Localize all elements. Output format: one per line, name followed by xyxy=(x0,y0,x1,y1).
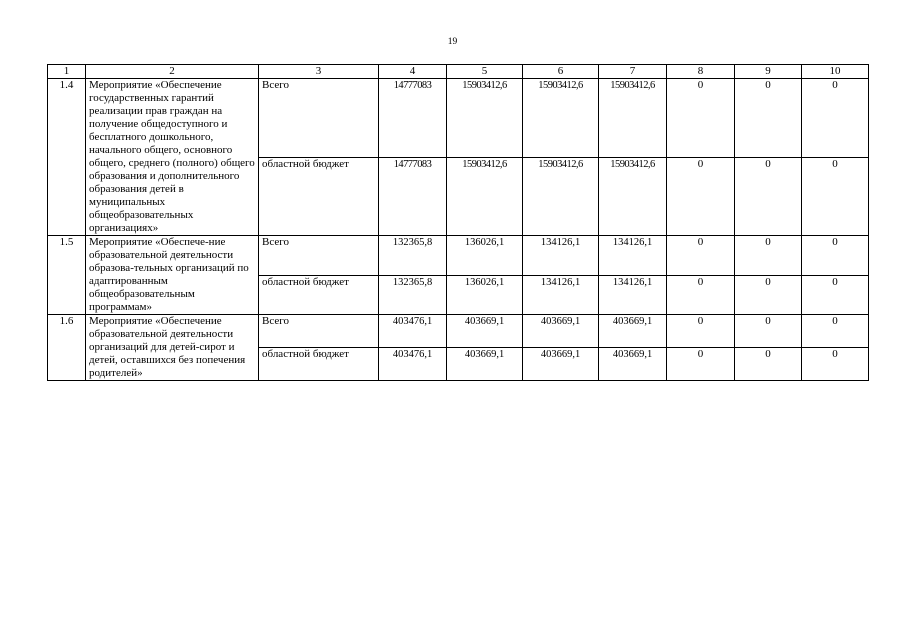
value-cell: 403476,1 xyxy=(379,315,447,348)
value-cell: 132365,8 xyxy=(379,275,447,315)
value-cell: 0 xyxy=(667,236,735,276)
value-cell: 134126,1 xyxy=(599,236,667,276)
table-row xyxy=(48,79,869,158)
value-cell: 0 xyxy=(802,315,869,348)
funding-source: Всего xyxy=(259,236,379,276)
header-cell: 7 xyxy=(599,65,667,79)
header-cell: 10 xyxy=(802,65,869,79)
value-cell: 403669,1 xyxy=(599,348,667,381)
activity-name: Мероприятие «Обеспече-ние образовательной деятельности образова-тельных организаций по адаптированным общеобразовательным программам» xyxy=(86,236,259,315)
value-cell: 15903412,6 xyxy=(523,157,599,236)
activity-name: Мероприятие «Обеспечение государственных гарантий реализации прав граждан на получение общедоступного и бесплатного дошкольного, начального общего, основного общего, среднего (полного) общего образования и дополнительного образования детей в муниципальных общеобразовательных организациях» xyxy=(86,79,259,236)
value-cell: 15903412,6 xyxy=(599,79,667,158)
value-cell: 403669,1 xyxy=(523,348,599,381)
value-cell: 136026,1 xyxy=(447,236,523,276)
value-cell: 132365,8 xyxy=(379,236,447,276)
value-cell: 134126,1 xyxy=(599,275,667,315)
value-cell: 0 xyxy=(735,157,802,236)
budget-table xyxy=(47,64,869,381)
value-cell: 0 xyxy=(802,236,869,276)
value-cell: 0 xyxy=(802,275,869,315)
value-cell: 0 xyxy=(802,157,869,236)
value-cell: 403669,1 xyxy=(447,315,523,348)
value-cell: 0 xyxy=(735,315,802,348)
table-row xyxy=(48,236,869,276)
value-cell: 15903412,6 xyxy=(523,79,599,158)
value-cell: 0 xyxy=(667,157,735,236)
row-number: 1.4 xyxy=(48,79,86,236)
row-number: 1.5 xyxy=(48,236,86,315)
header-cell: 2 xyxy=(86,65,259,79)
value-cell: 0 xyxy=(735,236,802,276)
header-row xyxy=(48,65,869,79)
header-cell: 1 xyxy=(48,65,86,79)
value-cell: 136026,1 xyxy=(447,275,523,315)
value-cell: 0 xyxy=(735,275,802,315)
value-cell: 15903412,6 xyxy=(447,79,523,158)
header-cell: 5 xyxy=(447,65,523,79)
value-cell: 0 xyxy=(667,275,735,315)
value-cell: 403669,1 xyxy=(599,315,667,348)
activity-name: Мероприятие «Обеспечение образовательной деятельности организаций для детей-сирот и детей, оставшихся без попечения родителей» xyxy=(86,315,259,381)
value-cell: 14777083 xyxy=(379,157,447,236)
page-number: 19 xyxy=(447,37,458,47)
header-cell: 3 xyxy=(259,65,379,79)
header-cell: 9 xyxy=(735,65,802,79)
value-cell: 0 xyxy=(667,348,735,381)
funding-source: Всего xyxy=(259,315,379,348)
funding-source: областной бюджет xyxy=(259,348,379,381)
value-cell: 0 xyxy=(735,79,802,158)
funding-source: областной бюджет xyxy=(259,275,379,315)
value-cell: 403669,1 xyxy=(447,348,523,381)
value-cell: 14777083 xyxy=(379,79,447,158)
funding-source: Всего xyxy=(259,79,379,158)
value-cell: 403476,1 xyxy=(379,348,447,381)
value-cell: 403669,1 xyxy=(523,315,599,348)
funding-source: областной бюджет xyxy=(259,157,379,236)
value-cell: 0 xyxy=(802,348,869,381)
value-cell: 134126,1 xyxy=(523,275,599,315)
value-cell: 0 xyxy=(667,79,735,158)
value-cell: 15903412,6 xyxy=(447,157,523,236)
header-cell: 8 xyxy=(667,65,735,79)
header-cell: 4 xyxy=(379,65,447,79)
row-number: 1.6 xyxy=(48,315,86,381)
value-cell: 0 xyxy=(802,79,869,158)
value-cell: 134126,1 xyxy=(523,236,599,276)
value-cell: 0 xyxy=(735,348,802,381)
value-cell: 0 xyxy=(667,315,735,348)
value-cell: 15903412,6 xyxy=(599,157,667,236)
header-cell: 6 xyxy=(523,65,599,79)
table-row xyxy=(48,315,869,348)
